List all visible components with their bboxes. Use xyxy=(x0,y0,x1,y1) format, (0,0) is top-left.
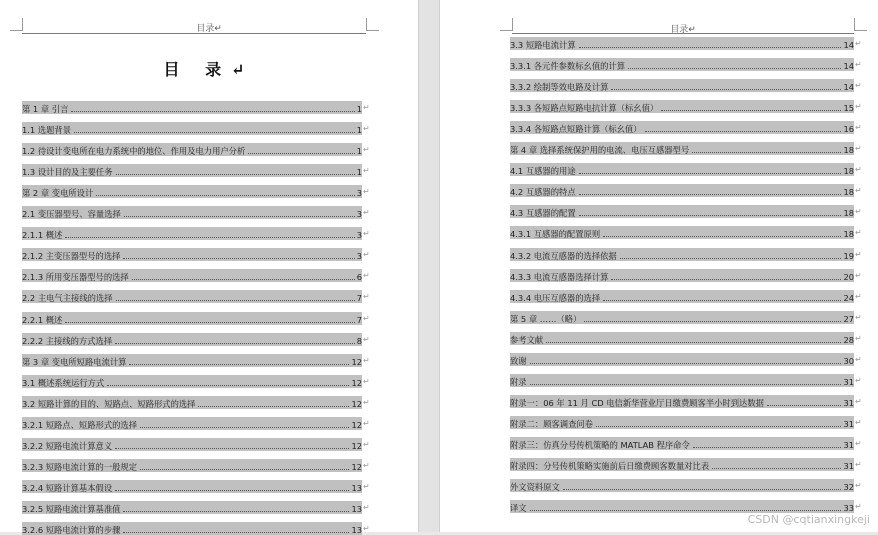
toc-entry[interactable] xyxy=(510,121,854,134)
toc-entry-page: 15 xyxy=(843,103,854,114)
toc-entry-title: 3.3.1 各元件参数标幺值的计算 xyxy=(510,61,626,72)
toc-entry[interactable] xyxy=(510,142,854,155)
paragraph-mark: ↵ xyxy=(855,354,862,364)
toc-entry-page: 3 xyxy=(356,188,362,199)
toc-entry-title: 2.1 变压器型号、容量选择 xyxy=(22,209,121,220)
toc-entry-page: 1 xyxy=(356,104,362,114)
toc-entry-page: 3 xyxy=(356,209,362,220)
toc-entry-page: 7 xyxy=(356,314,362,325)
page-header-text: 目录↵ xyxy=(670,25,696,35)
toc-entry-title: 4.3.4 电压互感器的选择 xyxy=(510,292,601,303)
toc-leader-dots xyxy=(530,363,842,364)
toc-leader-dots xyxy=(65,237,354,238)
toc-entry-page: 31 xyxy=(843,397,854,408)
paragraph-mark: ↵ xyxy=(363,103,370,112)
toc-entry-page: 12 xyxy=(351,356,362,367)
paragraph-mark: ↵ xyxy=(855,186,862,196)
toc-entry-page: 18 xyxy=(843,229,854,240)
paragraph-mark: ↵ xyxy=(363,271,370,281)
paragraph-mark: ↵ xyxy=(363,418,370,428)
toc-entry-page: 1 xyxy=(356,146,362,157)
toc-entry-page: 12 xyxy=(351,419,362,430)
toc-entry-page: 33 xyxy=(843,503,854,514)
toc-entry-page: 3 xyxy=(356,230,362,241)
toc-entry-page: 18 xyxy=(843,145,854,156)
toc-leader-dots xyxy=(692,152,841,153)
paragraph-mark: ↵ xyxy=(363,229,370,239)
toc-entry[interactable] xyxy=(510,37,854,50)
toc-entry-page: 30 xyxy=(843,355,854,366)
toc-entry-page: 12 xyxy=(351,398,362,409)
toc-entry[interactable] xyxy=(510,184,854,197)
toc-leader-dots xyxy=(584,321,841,322)
paragraph-mark: ↵ xyxy=(363,292,370,302)
paragraph-mark: ↵ xyxy=(363,524,370,533)
toc-entry-title: 3.3 短路电流计算 xyxy=(510,40,576,50)
toc-entry-page: 7 xyxy=(356,293,362,304)
paragraph-mark: ↵ xyxy=(855,102,862,112)
paragraph-mark: ↵ xyxy=(855,375,862,385)
paragraph-mark: ↵ xyxy=(363,481,370,491)
paragraph-mark: ↵ xyxy=(855,460,862,469)
paragraph-mark: ↵ xyxy=(855,333,862,343)
toc-entry-title: 第 1 章 引言 xyxy=(22,104,69,114)
toc-leader-dots xyxy=(115,448,349,449)
toc-entry-page: 32 xyxy=(843,482,854,493)
toc-entry-title: 3.2.1 短路点、短路形式的选择 xyxy=(22,419,138,430)
toc-entry[interactable] xyxy=(510,437,854,450)
toc-entry-page: 3 xyxy=(356,251,362,262)
document-page-right xyxy=(440,0,878,532)
toc-entry-title: 参考文献 xyxy=(510,334,544,345)
toc-entry-page: 1 xyxy=(356,167,362,178)
paragraph-mark: ↵ xyxy=(363,208,370,218)
toc-leader-dots xyxy=(603,300,841,301)
toc-leader-dots xyxy=(712,468,841,469)
toc-entry-title: 1.2 待设计变电所在电力系统中的地位、作用及电力用户分析 xyxy=(22,146,246,157)
toc-entry[interactable] xyxy=(510,353,854,366)
toc-entry-page: 8 xyxy=(356,335,362,346)
toc-leader-dots xyxy=(96,195,354,196)
paragraph-mark: ↵ xyxy=(363,166,370,176)
toc-entry-page: 16 xyxy=(843,124,854,135)
toc-entry-page: 31 xyxy=(843,461,854,471)
toc-entry-title: 4.2 互感器的特点 xyxy=(510,187,576,198)
toc-entry[interactable] xyxy=(510,205,854,218)
toc-title: 目 录↵ xyxy=(163,60,255,79)
toc-leader-dots xyxy=(620,258,842,259)
toc-leader-dots xyxy=(129,364,349,365)
paragraph-mark: ↵ xyxy=(855,249,862,259)
page-header-text: 目录↵ xyxy=(196,24,222,34)
toc-entry-title: 第 5 章 ……（略） xyxy=(510,313,582,324)
toc-entry[interactable] xyxy=(510,79,854,92)
paragraph-mark: ↵ xyxy=(363,376,370,386)
toc-entry[interactable] xyxy=(510,290,854,303)
toc-entry[interactable] xyxy=(22,122,362,135)
toc-entry-page: 12 xyxy=(351,377,362,388)
toc-entry-page: 24 xyxy=(843,292,854,303)
paragraph-mark: ↵ xyxy=(363,355,370,365)
toc-entry[interactable] xyxy=(22,206,362,219)
toc-entry-title: 2.2 主电气主接线的选择 xyxy=(22,293,113,304)
toc-entry-title: 2.1.2 主变压器型号的选择 xyxy=(22,251,121,262)
toc-leader-dots xyxy=(116,300,355,301)
paragraph-mark: ↵ xyxy=(855,481,862,491)
paragraph-mark: ↵ xyxy=(855,312,862,322)
toc-entry-title: 1.1 选题背景 xyxy=(22,125,72,136)
paragraph-mark: ↵ xyxy=(855,144,862,154)
paragraph-mark: ↵ xyxy=(855,39,862,48)
toc-entry-title: 2.2.1 概述 xyxy=(22,314,63,325)
toc-entry-title: 3.2 短路计算的目的、短路点、短路形式的选择 xyxy=(22,398,196,409)
paragraph-mark: ↵ xyxy=(855,81,862,91)
toc-entry[interactable] xyxy=(510,374,854,387)
toc-entry-page: 14 xyxy=(843,82,854,93)
toc-entry[interactable] xyxy=(510,248,854,261)
toc-leader-dots xyxy=(124,216,355,217)
toc-entry-title: 第 2 章 变电所设计 xyxy=(22,188,94,199)
toc-leader-dots xyxy=(596,426,841,427)
toc-entry[interactable] xyxy=(22,248,362,261)
toc-entry[interactable] xyxy=(22,269,362,282)
toc-leader-dots xyxy=(116,174,355,175)
toc-leader-dots xyxy=(198,406,349,407)
paragraph-mark: ↵ xyxy=(363,187,370,197)
toc-entry-page: 14 xyxy=(843,40,854,50)
toc-entry-page: 12 xyxy=(351,461,362,472)
toc-entry[interactable] xyxy=(22,290,362,303)
toc-leader-dots xyxy=(140,469,349,470)
toc-entry-title: 附录三：仿真分号传机策略的 MATLAB 程序命令 xyxy=(510,439,690,450)
toc-entry-title: 3.2.3 短路电流计算的一般规定 xyxy=(22,461,138,472)
toc-entry-title: 4.3.1 互感器的配置原则 xyxy=(510,229,601,240)
toc-entry[interactable] xyxy=(510,395,854,408)
toc-entry-page: 12 xyxy=(351,440,362,451)
toc-entry-page: 27 xyxy=(843,313,854,324)
toc-entry[interactable] xyxy=(510,269,854,282)
toc-leader-dots xyxy=(579,173,842,174)
toc-entry[interactable] xyxy=(510,226,854,239)
toc-entry[interactable] xyxy=(510,500,854,513)
toc-entry[interactable] xyxy=(510,458,854,471)
toc-entry-title: 3.3.3 各短路点短路电抗计算（标幺值） xyxy=(510,103,659,114)
toc-leader-dots xyxy=(579,215,842,216)
toc-entry[interactable] xyxy=(22,312,362,325)
page-gap xyxy=(418,0,440,532)
paragraph-mark: ↵ xyxy=(855,502,862,512)
toc-entry[interactable] xyxy=(22,438,362,451)
toc-entry-page: 18 xyxy=(843,187,854,198)
toc-entry-title: 2.2.2 主接线的方式选择 xyxy=(22,335,113,346)
toc-entry-title: 2.1.1 概述 xyxy=(22,230,63,241)
toc-entry[interactable] xyxy=(22,227,362,240)
toc-leader-dots xyxy=(123,532,349,533)
toc-leader-dots xyxy=(693,447,842,448)
toc-entry-title: 译文 xyxy=(510,503,527,514)
paragraph-mark: ↵ xyxy=(855,123,862,133)
toc-leader-dots xyxy=(767,405,842,406)
toc-leader-dots xyxy=(530,384,842,385)
toc-leader-dots xyxy=(530,510,842,511)
toc-entry-title: 3.2.6 短路电流计算的步骤 xyxy=(22,525,121,535)
header-divider xyxy=(22,33,366,34)
toc-entry-page: 20 xyxy=(843,271,854,282)
toc-entry-page: 18 xyxy=(843,166,854,177)
toc-entry-title: 附录一：06 年 11 月 CD 电信新华营业厅日缴费顾客半小时到达数据 xyxy=(510,397,764,408)
toc-entry-title: 3.2.5 短路电流计算基准值 xyxy=(22,503,121,514)
toc-entry[interactable] xyxy=(510,332,854,345)
toc-leader-dots xyxy=(74,132,355,133)
toc-entry-page: 1 xyxy=(356,125,362,136)
paragraph-mark: ↵ xyxy=(855,165,862,175)
toc-entry-title: 第 4 章 选择系统保护用的电流、电压互感器型号 xyxy=(510,145,690,156)
toc-entry[interactable] xyxy=(22,333,362,346)
paragraph-mark: ↵ xyxy=(855,417,862,427)
toc-leader-dots xyxy=(71,111,354,112)
toc-entry-page: 13 xyxy=(351,525,362,535)
toc-entry-title: 3.2.4 短路计算基本假设 xyxy=(22,482,113,493)
toc-entry[interactable] xyxy=(22,417,362,430)
toc-entry-title: 3.3.2 绘制等效电路及计算 xyxy=(510,82,609,93)
toc-entry[interactable] xyxy=(22,143,362,156)
toc-entry-page: 31 xyxy=(843,439,854,450)
toc-leader-dots xyxy=(123,511,349,512)
toc-leader-dots xyxy=(115,490,349,491)
toc-entry[interactable] xyxy=(22,501,362,514)
toc-leader-dots xyxy=(140,427,349,428)
paragraph-mark: ↵ xyxy=(363,124,370,134)
toc-leader-dots xyxy=(248,153,354,154)
toc-entry-title: 3.1 概述系统运行方式 xyxy=(22,377,105,388)
toc-leader-dots xyxy=(546,342,841,343)
toc-leader-dots xyxy=(611,279,841,280)
toc-leader-dots xyxy=(132,279,355,280)
toc-leader-dots xyxy=(603,236,841,237)
toc-entry[interactable] xyxy=(22,164,362,177)
toc-entry-page: 19 xyxy=(843,250,854,261)
toc-entry-title: 4.3 互感器的配置 xyxy=(510,208,576,219)
toc-leader-dots xyxy=(123,258,354,259)
paragraph-mark: ↵ xyxy=(363,334,370,344)
toc-leader-dots xyxy=(628,68,841,69)
paragraph-mark: ↵ xyxy=(363,460,370,470)
paragraph-mark: ↵ xyxy=(855,396,862,406)
toc-leader-dots xyxy=(65,322,354,323)
toc-entry-title: 4.1 互感器的用途 xyxy=(510,166,576,177)
toc-entry[interactable] xyxy=(22,375,362,388)
toc-leader-dots xyxy=(611,89,841,90)
toc-entry-page: 6 xyxy=(356,272,362,283)
toc-entry-page: 31 xyxy=(843,376,854,387)
toc-entry[interactable] xyxy=(22,101,362,114)
toc-entry-title: 致谢 xyxy=(510,355,527,366)
toc-entry-page: 14 xyxy=(843,61,854,72)
toc-entry-page: 13 xyxy=(351,482,362,493)
toc-entry-title: 4.3.2 电流互感器的选择依据 xyxy=(510,250,617,261)
toc-entry[interactable] xyxy=(22,396,362,409)
toc-entry-title: 第 3 章 变电所短路电流计算 xyxy=(22,356,127,367)
toc-leader-dots xyxy=(645,131,842,132)
toc-leader-dots xyxy=(661,110,841,111)
paragraph-mark: ↵ xyxy=(363,145,370,155)
toc-leader-dots xyxy=(115,343,355,344)
toc-leader-dots xyxy=(579,194,842,195)
document-page-left xyxy=(0,0,418,535)
toc-entry[interactable] xyxy=(510,100,854,113)
toc-entry-page: 28 xyxy=(843,334,854,345)
toc-entry[interactable] xyxy=(510,58,854,71)
toc-entry-title: 附录四：分号传机策略实施前后日缴费顾客数量对比表 xyxy=(510,461,710,471)
toc-entry-title: 外文资料原文 xyxy=(510,482,560,493)
paragraph-mark: ↵ xyxy=(855,291,862,301)
header-divider xyxy=(512,33,854,34)
paragraph-mark: ↵ xyxy=(363,313,370,323)
watermark-text: CSDN @cqtianxingkeji xyxy=(747,513,870,526)
paragraph-mark: ↵ xyxy=(363,250,370,260)
paragraph-mark: ↵ xyxy=(855,438,862,448)
paragraph-mark: ↵ xyxy=(855,228,862,238)
toc-entry-page: 31 xyxy=(843,418,854,429)
toc-entry-title: 附录 xyxy=(510,376,527,387)
toc-entry-page: 18 xyxy=(843,208,854,219)
toc-entry[interactable] xyxy=(510,163,854,176)
toc-entry-title: 1.3 设计目的及主要任务 xyxy=(22,167,113,178)
toc-entry[interactable] xyxy=(22,480,362,493)
toc-leader-dots xyxy=(107,385,349,386)
toc-entry-title: 2.1.3 所用变压器型号的选择 xyxy=(22,272,129,283)
toc-entry[interactable] xyxy=(22,354,362,367)
paragraph-mark: ↵ xyxy=(855,207,862,217)
toc-entry-title: 附录二：顾客调查问卷 xyxy=(510,418,593,429)
paragraph-mark: ↵ xyxy=(855,60,862,70)
toc-entry-title: 4.3.3 电流互感器选择计算 xyxy=(510,271,609,282)
toc-entry-title: 3.2.2 短路电流计算意义 xyxy=(22,440,113,451)
toc-entry-title: 3.3.4 各短路点短路计算（标幺值） xyxy=(510,124,642,135)
toc-entry-page: 13 xyxy=(351,503,362,514)
toc-entry[interactable] xyxy=(22,185,362,198)
paragraph-mark: ↵ xyxy=(855,270,862,280)
toc-entry[interactable] xyxy=(510,416,854,429)
toc-leader-dots xyxy=(563,489,842,490)
paragraph-mark: ↵ xyxy=(363,502,370,512)
toc-entry[interactable] xyxy=(510,311,854,324)
toc-leader-dots xyxy=(579,47,842,48)
toc-entry[interactable] xyxy=(22,522,362,535)
paragraph-mark: ↵ xyxy=(363,397,370,407)
toc-entry[interactable] xyxy=(510,479,854,492)
toc-entry[interactable] xyxy=(22,459,362,472)
paragraph-mark: ↵ xyxy=(363,439,370,449)
